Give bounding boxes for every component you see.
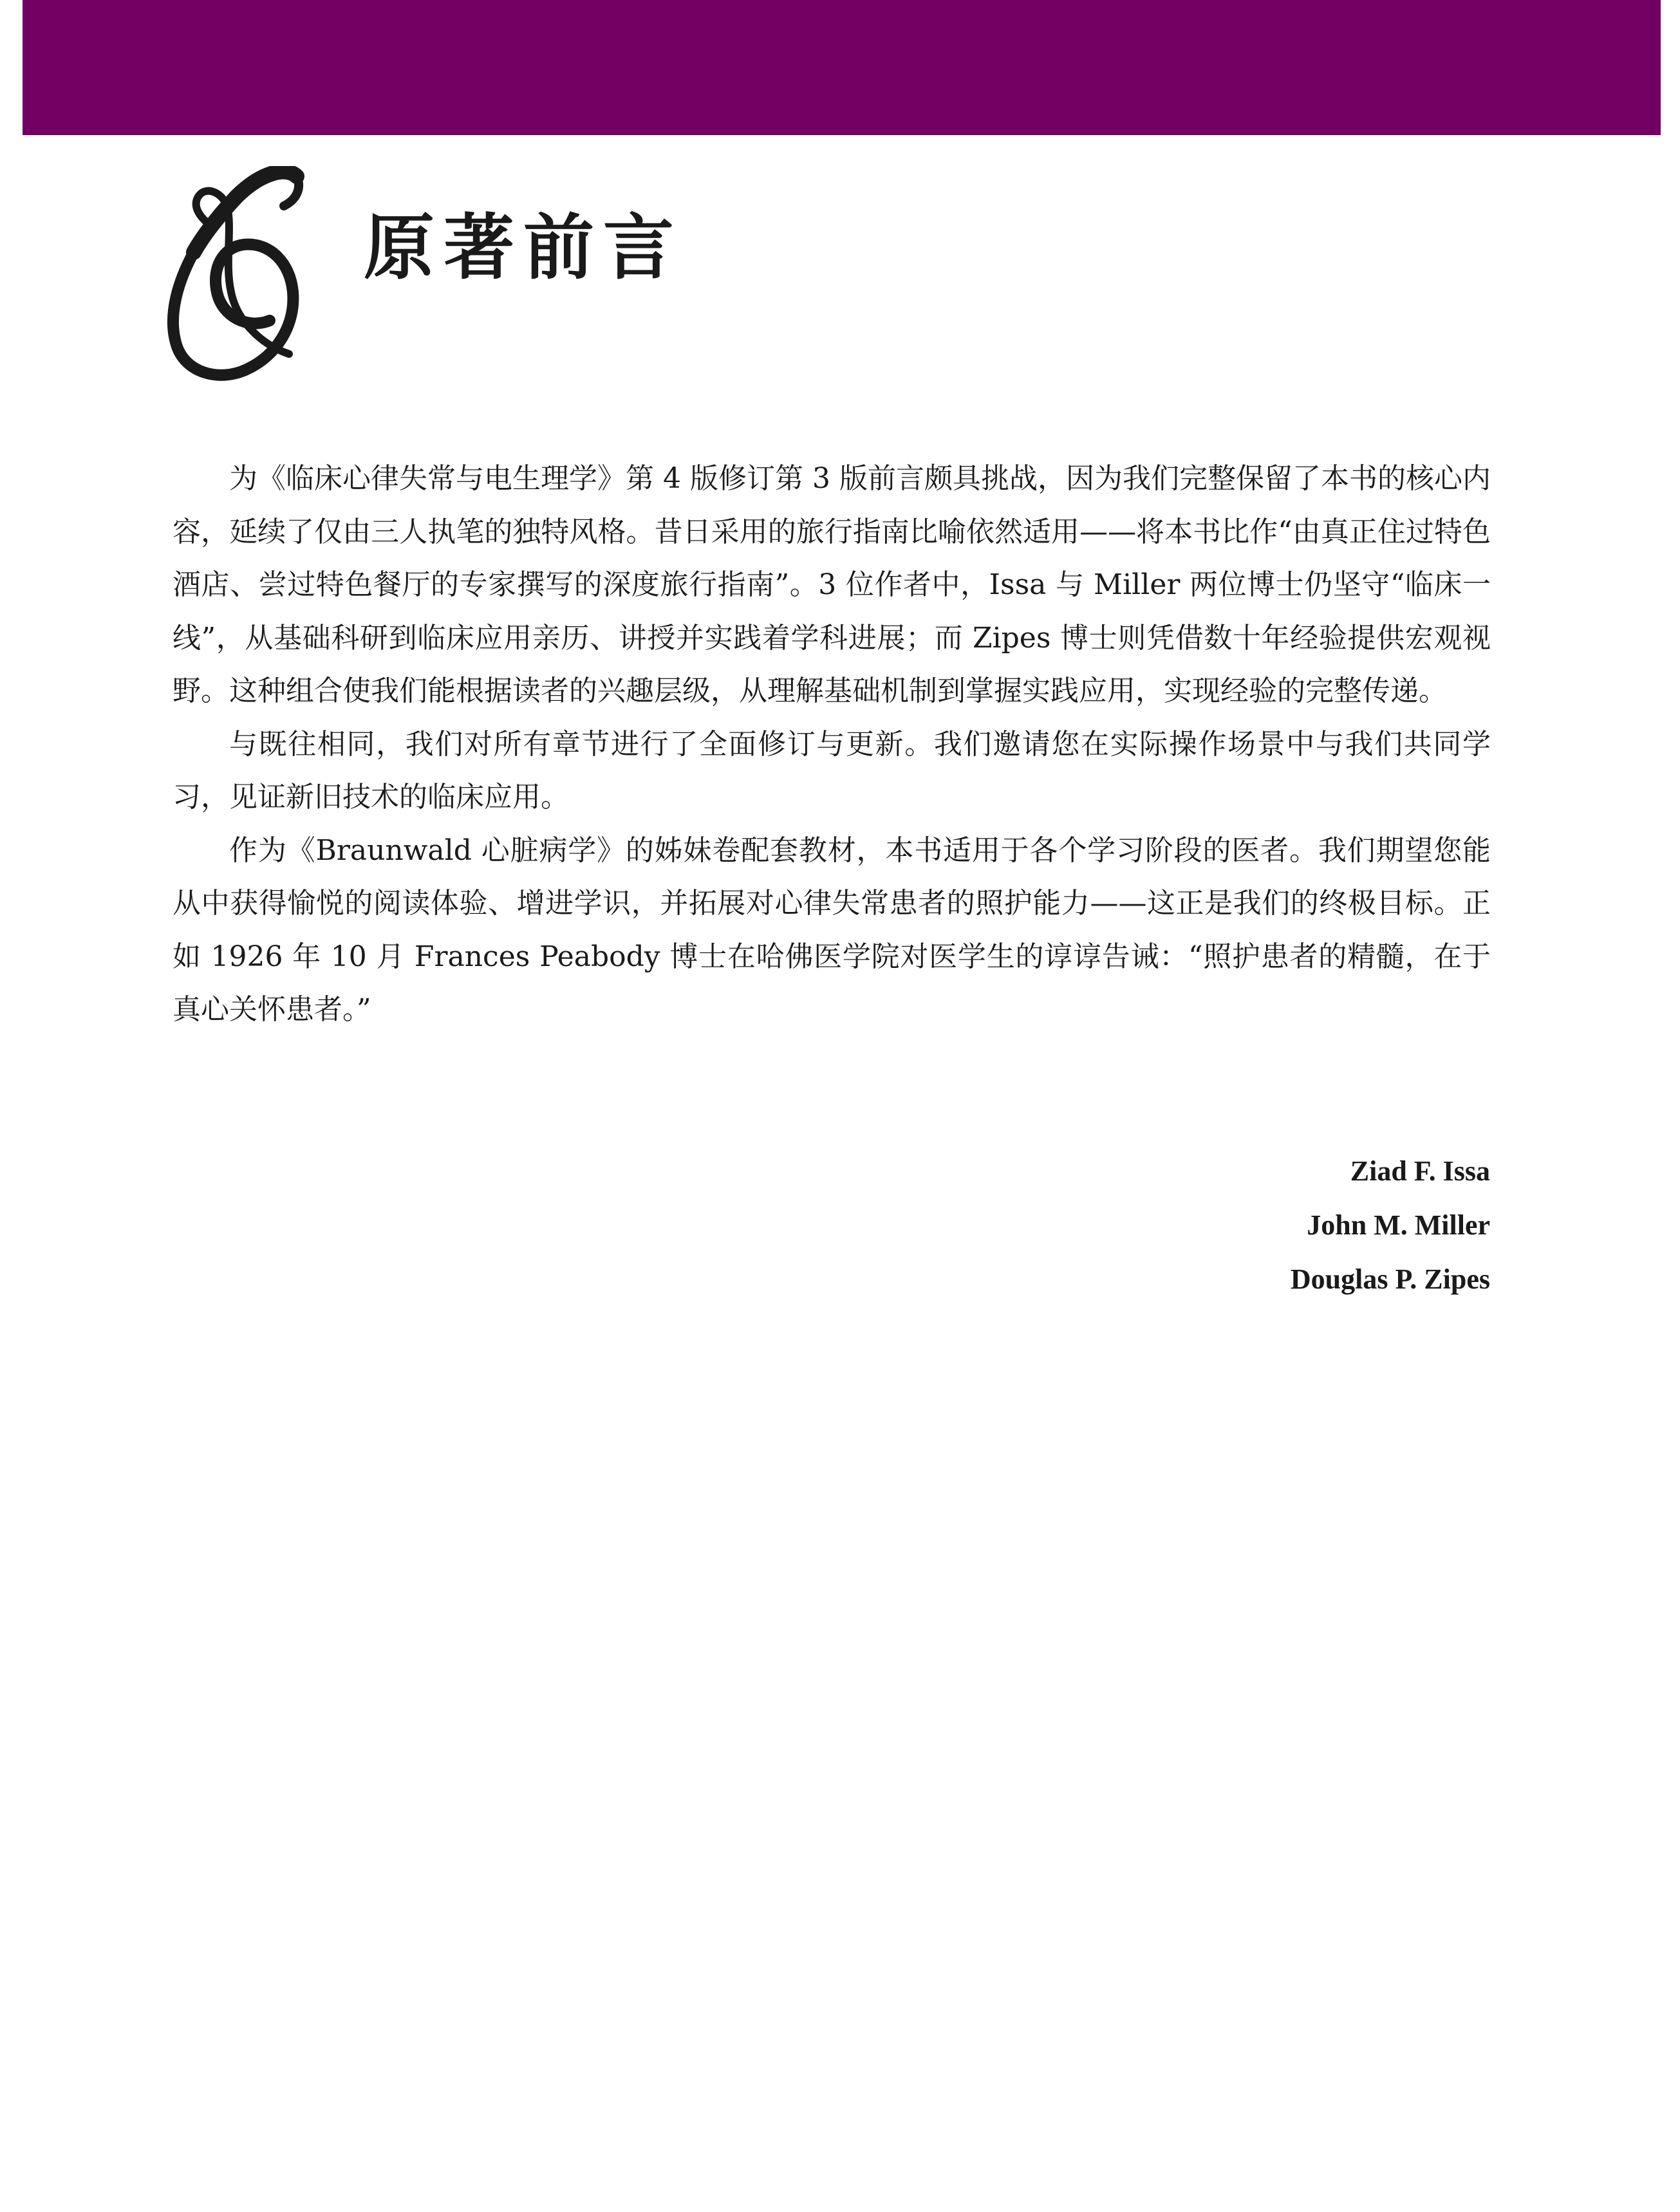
header-color-band — [23, 0, 1661, 135]
author-name: John M. Miller — [1307, 1209, 1490, 1241]
author-name: Ziad F. Issa — [1350, 1155, 1490, 1187]
preface-body — [173, 452, 1491, 1037]
author-signatures — [1291, 1144, 1490, 1306]
paragraph: 作为《Braunwald 心脏病学》的姊妹卷配套教材，本书适用于各个学习阶段的医者。我们期望您能从中获得愉悦的阅读体验、增进学识，并拓展对心律失常患者的照护能力——这正是我们的终极目标。正如 1926 年 10 月 Frances Peabody 博士在哈佛医学院对医学生的谆谆告诫：“照护患者的精髓，在于真心关怀患者。” — [173, 833, 1491, 1026]
paragraph: 为《临床心律失常与电生理学》第 4 版修订第 3 版前言颇具挑战，因为我们完整保留了本书的核心内容，延续了仅由三人执笔的独特风格。昔日采用的旅行指南比喻依然适用——将本书比作“由真正住过特色酒店、尝过特色餐厅的专家撰写的深度旅行指南”。3 位作者中，Issa 与 Miller 两位博士仍坚守“临床一线”，从基础科研到临床应用亲历、讲授并实践着学科进展；而 Zipes 博士则凭借数十年经验提供宏观视野。这种组合使我们能根据读者的兴趣层级，从理解基础机制到掌握实践应用，实现经验的完整传递。 — [173, 462, 1491, 707]
author-name: Douglas P. Zipes — [1290, 1263, 1490, 1295]
calligraphic-script-ornament-icon — [164, 166, 312, 385]
paragraph: 与既往相同，我们对所有章节进行了全面修订与更新。我们邀请您在实际操作场景中与我们共同学习，见证新旧技术的临床应用。 — [173, 727, 1491, 813]
page-title: 原著前言 — [364, 206, 683, 289]
